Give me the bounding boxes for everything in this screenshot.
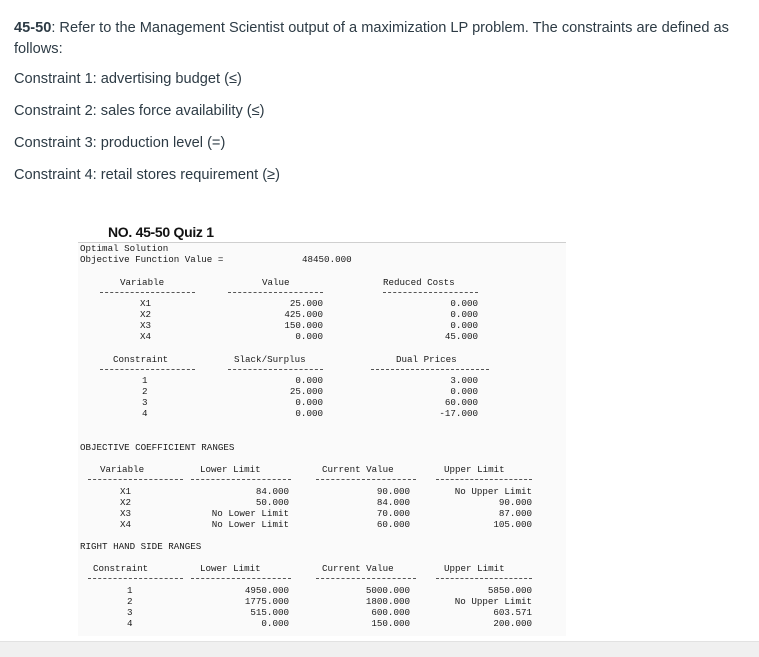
constraint-number: 2 bbox=[142, 386, 148, 397]
lower-limit: 50.000 bbox=[255, 497, 289, 508]
reduced-costs-header: Reduced Costs bbox=[383, 277, 455, 288]
divider bbox=[100, 369, 195, 370]
constraint-header: Constraint bbox=[113, 354, 169, 365]
lower-limit-header: Lower Limit bbox=[200, 464, 261, 475]
variable-value: 150.000 bbox=[284, 320, 323, 331]
variable-value: 425.000 bbox=[284, 309, 323, 320]
upper-limit: 87.000 bbox=[498, 508, 532, 519]
objective-label: Objective Function Value = bbox=[80, 254, 224, 265]
constraint-number: 4 bbox=[127, 618, 133, 629]
current-value: 60.000 bbox=[376, 519, 410, 530]
constraint-number: 1 bbox=[142, 375, 148, 386]
divider bbox=[316, 479, 416, 480]
dual-price: 0.000 bbox=[450, 386, 478, 397]
divider bbox=[88, 479, 183, 480]
reduced-cost: 0.000 bbox=[450, 309, 478, 320]
constraint-number: 3 bbox=[127, 607, 133, 618]
slack-value: 25.000 bbox=[289, 386, 323, 397]
divider bbox=[88, 578, 183, 579]
constraint-header: Constraint bbox=[93, 563, 149, 574]
image-caption: NO. 45-50 Quiz 1 bbox=[108, 224, 214, 240]
divider bbox=[228, 292, 323, 293]
variable-header: Variable bbox=[100, 464, 145, 475]
upper-limit: 200.000 bbox=[493, 618, 532, 629]
upper-limit: 90.000 bbox=[498, 497, 532, 508]
divider bbox=[100, 292, 195, 293]
constraint-number: 2 bbox=[127, 596, 133, 607]
upper-limit-header: Upper Limit bbox=[444, 464, 505, 475]
rhs-ranges-title: RIGHT HAND SIDE RANGES bbox=[80, 541, 202, 552]
divider bbox=[191, 479, 291, 480]
reduced-cost: 45.000 bbox=[444, 331, 478, 342]
reduced-cost: 0.000 bbox=[450, 298, 478, 309]
constraint-3-description: Constraint 3: production level (=) bbox=[14, 135, 226, 151]
variable-header: Variable bbox=[120, 277, 165, 288]
upper-limit: 105.000 bbox=[493, 519, 532, 530]
current-value: 150.000 bbox=[371, 618, 410, 629]
divider bbox=[371, 369, 489, 370]
slack-value: 0.000 bbox=[295, 408, 323, 419]
report-title: Optimal Solution bbox=[80, 243, 169, 254]
variable-value: 0.000 bbox=[295, 331, 323, 342]
variable-name: X4 bbox=[120, 519, 132, 530]
current-value-header: Current Value bbox=[322, 464, 394, 475]
divider bbox=[436, 578, 532, 579]
divider bbox=[383, 292, 478, 293]
constraint-1-description: Constraint 1: advertising budget (≤) bbox=[14, 71, 242, 87]
current-value: 90.000 bbox=[376, 486, 410, 497]
constraint-number: 1 bbox=[127, 585, 133, 596]
divider bbox=[228, 369, 323, 370]
question-text bbox=[14, 18, 744, 60]
current-value: 5000.000 bbox=[365, 585, 410, 596]
constraint-number: 3 bbox=[142, 397, 148, 408]
upper-limit: 603.571 bbox=[493, 607, 532, 618]
variable-name: X2 bbox=[140, 309, 152, 320]
variable-name: X2 bbox=[120, 497, 132, 508]
upper-limit-header: Upper Limit bbox=[444, 563, 505, 574]
question-body: : Refer to the Management Scientist output of a maximization LP problem. The constraints are defined as follows: bbox=[14, 20, 729, 57]
lower-limit: No Lower Limit bbox=[211, 508, 289, 519]
lower-limit: 1775.000 bbox=[244, 596, 289, 607]
reduced-cost: 0.000 bbox=[450, 320, 478, 331]
constraint-number: 4 bbox=[142, 408, 148, 419]
slack-surplus-header: Slack/Surplus bbox=[234, 354, 306, 365]
current-value-header: Current Value bbox=[322, 563, 394, 574]
lower-limit: No Lower Limit bbox=[211, 519, 289, 530]
dual-price: -17.000 bbox=[439, 408, 478, 419]
upper-limit: No Upper Limit bbox=[454, 596, 532, 607]
variable-name: X3 bbox=[120, 508, 132, 519]
current-value: 84.000 bbox=[376, 497, 410, 508]
variable-name: X1 bbox=[140, 298, 152, 309]
divider bbox=[191, 578, 291, 579]
dual-prices-header: Dual Prices bbox=[396, 354, 457, 365]
question-number: 45-50 bbox=[14, 20, 52, 36]
objective-value: 48450.000 bbox=[302, 254, 352, 265]
value-header: Value bbox=[262, 277, 290, 288]
constraint-2-description: Constraint 2: sales force availability (≤) bbox=[14, 103, 265, 119]
upper-limit: 5850.000 bbox=[487, 585, 532, 596]
upper-limit: No Upper Limit bbox=[454, 486, 532, 497]
current-value: 600.000 bbox=[371, 607, 410, 618]
current-value: 1800.000 bbox=[365, 596, 410, 607]
lp-output-report bbox=[78, 242, 566, 636]
slack-value: 0.000 bbox=[295, 375, 323, 386]
lower-limit: 84.000 bbox=[255, 486, 289, 497]
lower-limit: 0.000 bbox=[261, 618, 289, 629]
objective-ranges-title: OBJECTIVE COEFFICIENT RANGES bbox=[80, 442, 235, 453]
variable-name: X3 bbox=[140, 320, 152, 331]
dual-price: 3.000 bbox=[450, 375, 478, 386]
slack-value: 0.000 bbox=[295, 397, 323, 408]
lower-limit: 4950.000 bbox=[244, 585, 289, 596]
bottom-bar bbox=[0, 641, 759, 657]
variable-name: X4 bbox=[140, 331, 152, 342]
lower-limit: 515.000 bbox=[250, 607, 289, 618]
current-value: 70.000 bbox=[376, 508, 410, 519]
divider bbox=[436, 479, 532, 480]
constraint-4-description: Constraint 4: retail stores requirement (≥) bbox=[14, 167, 280, 183]
variable-value: 25.000 bbox=[289, 298, 323, 309]
dual-price: 60.000 bbox=[444, 397, 478, 408]
lower-limit-header: Lower Limit bbox=[200, 563, 261, 574]
variable-name: X1 bbox=[120, 486, 132, 497]
divider bbox=[316, 578, 416, 579]
